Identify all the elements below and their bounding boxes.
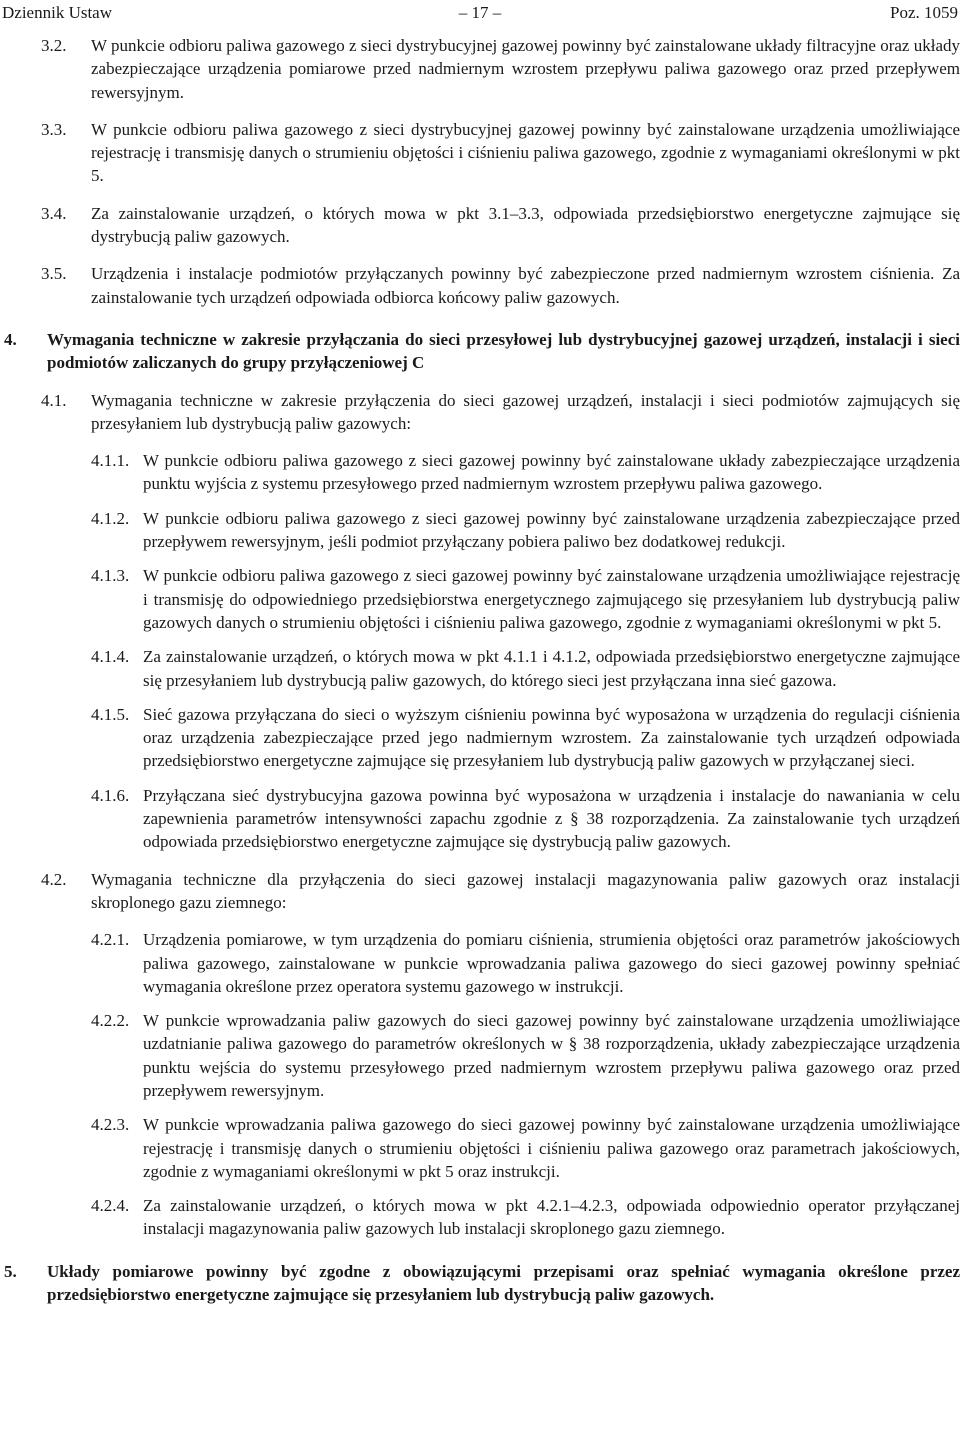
paragraph-text: Za zainstalowanie urządzeń, o których mowa w pkt 4.1.1 i 4.1.2, odpowiada przedsiębiorstwo energetyczne zajmujące się przesyłaniem lub dystrybucją paliw gazowych, do którego sieci jest przyłączana inna sieć gazowa.: [143, 647, 960, 690]
paragraph-text: Za zainstalowanie urządzeń, o których mowa w pkt 3.1–3.3, odpowiada przedsiębiorstwo energetyczne zajmujące się dystrybucją paliw gazowych.: [91, 203, 960, 247]
paragraph-text: W punkcie wprowadzania paliwa gazowego do sieci gazowej powinny być zainstalowane urządzenia umożliwiające rejestrację i transmisję danych o strumieniu objętości i ciśnieniu paliwa gazowego oraz parametrach jakościowych, zgodnie z wymaganiami określonymi w pkt 5 oraz instrukcji.: [143, 1115, 960, 1181]
paragraph-number: 3.5.: [41, 264, 67, 284]
paragraph-number: 4.1.4.: [91, 647, 130, 667]
section-title: Wymagania techniczne w zakresie przyłączania do sieci przesyłowej lub dystrybucyjnej gazowej urządzeń, instalacji i sieci podmiotów zaliczanych do grupy przyłączeniowej C: [47, 329, 960, 373]
paragraph-text: Wymagania techniczne dla przyłączenia do sieci gazowej instalacji magazynowania paliw gazowych oraz instalacji skroplonego gazu ziemnego:: [91, 869, 960, 912]
position-number: Poz. 1059: [890, 3, 958, 22]
paragraph-4-1-5: [0, 703, 960, 773]
paragraph-number: 4.1.1.: [91, 451, 130, 471]
paragraph-text: Sieć gazowa przyłączana do sieci o wyższym ciśnieniu powinna być wyposażona w urządzenia do regulacji ciśnienia oraz urządzenia zabezpieczające przed jego nadmiernym wzrostem. Za zainstalowanie tych urządzeń odpowiada przedsiębiorstwo energetyczne zajmujące się przesyłaniem lub dystrybucją paliw gazowych w przyłączanej sieci.: [143, 704, 960, 771]
paragraph-text: Przyłączana sieć dystrybucyjna gazowa powinna być wyposażona w urządzenia i instalacje do nawaniania w celu zapewnienia parametrów intensywności zapachu zgodnie z § 38 rozporządzenia. Za zainstalowanie tych urządzeń odpowiada przedsiębiorstwo energetyczne zajmujące się dystrybucją paliw gazowych.: [143, 785, 960, 852]
paragraph-text: Urządzenia i instalacje podmiotów przyłączanych powinny być zabezpieczone przed nadmiernym wzrostem ciśnienia. Za zainstalowanie tych urządzeń odpowiada odbiorca końcowy paliw gazowych.: [91, 264, 960, 307]
paragraph-4-2: [0, 868, 960, 915]
paragraph-number: 4.1.3.: [91, 566, 130, 586]
paragraph-4-1-4: [0, 645, 960, 692]
paragraph-4-2-4: [0, 1194, 960, 1241]
paragraph-number: 4.2.2.: [91, 1011, 130, 1031]
paragraph-3-5: [0, 262, 960, 309]
paragraph-4-1-3: [0, 564, 960, 634]
paragraph-text: W punkcie odbioru paliwa gazowego z sieci gazowej powinny być zainstalowane urządzenia zabezpieczające przed przepływem rewersyjnym, jeśli podmiot przyłączany pobiera paliwo bez dodatkowej redukcji.: [143, 508, 960, 552]
paragraph-text: Za zainstalowanie urządzeń, o których mowa w pkt 4.2.1–4.2.3, odpowiada odpowiednio operator przyłączanej instalacji magazynowania paliw gazowych lub instalacji skroplonego gazu ziemnego.: [143, 1196, 960, 1239]
paragraph-3-2: [0, 34, 960, 104]
paragraph-number: 3.3.: [41, 119, 67, 139]
paragraph-4-2-1: [0, 928, 960, 998]
paragraph-4-2-2: [0, 1009, 960, 1102]
paragraph-4-2-3: [0, 1113, 960, 1183]
section-number: 5.: [4, 1261, 17, 1281]
paragraph-4-1-1: [0, 449, 960, 496]
paragraph-number: 4.2.: [41, 869, 67, 889]
section-heading-5: [0, 1260, 960, 1307]
paragraph-text: Urządzenia pomiarowe, w tym urządzenia do pomiaru ciśnienia, strumienia objętości oraz parametrów jakościowych paliwa gazowego, zainstalowane w punkcie wprowadzania paliwa gazowego do sieci gazowej powinny spełniać wymagania określone przez operatora systemu gazowego w instrukcji.: [143, 930, 960, 996]
paragraph-text: W punkcie wprowadzania paliw gazowych do sieci gazowej powinny być zainstalowane urządzenia umożliwiające uzdatnianie paliwa gazowego do parametrów określonych w § 38 rozporządzenia, układy zabezpieczające urządzenia punktu wejścia do systemu przesyłowego przed nadmiernym wzrostem przepływu paliwa gazowego oraz przed przepływem rewersyjnym.: [143, 1011, 960, 1100]
paragraph-text: W punkcie odbioru paliwa gazowego z sieci gazowej powinny być zainstalowane układy zabezpieczające urządzenia punktu wyjścia z systemu przesyłowego przed nadmiernym wzrostem przepływu paliwa gazowego.: [143, 451, 960, 494]
paragraph-3-3: [0, 118, 960, 188]
paragraph-number: 4.2.1.: [91, 930, 130, 950]
section-title: Układy pomiarowe powinny być zgodne z obowiązującymi przepisami oraz spełniać wymagania określone przez przedsiębiorstwo energetyczne zajmujące się przesyłaniem lub dystrybucją paliw gazowych.: [47, 1261, 960, 1305]
page-header: [0, 0, 960, 26]
page-number: – 17 –: [458, 3, 502, 22]
paragraph-4-1-2: [0, 507, 960, 554]
paragraph-text: W punkcie odbioru paliwa gazowego z sieci gazowej powinny być zainstalowane urządzenia umożliwiające rejestrację i transmisję do odpowiedniego przedsiębiorstwa energetycznego zajmującego się przesyłaniem lub dystrybucją paliw gazowych danych o strumieniu objętości i ciśnieniu paliwa gazowego, zgodnie z wymaganiami określonymi w pkt 5.: [143, 566, 960, 632]
document-body: [0, 34, 960, 1306]
paragraph-number: 4.1.: [41, 390, 67, 410]
section-heading-4: [0, 328, 960, 375]
paragraph-number: 4.1.6.: [91, 785, 130, 805]
paragraph-number: 3.4.: [41, 203, 67, 223]
paragraph-number: 4.1.2.: [91, 508, 130, 528]
paragraph-4-1-6: [0, 784, 960, 854]
journal-title: Dziennik Ustaw: [2, 3, 113, 22]
paragraph-text: W punkcie odbioru paliwa gazowego z sieci dystrybucyjnej gazowej powinny być zainstalowane urządzenia umożliwiające rejestrację i transmisję danych o strumieniu objętości i ciśnieniu paliwa gazowego, zgodnie z wymaganiami określonymi w pkt 5.: [91, 119, 960, 186]
paragraph-number: 4.2.3.: [91, 1115, 130, 1135]
paragraph-number: 4.2.4.: [91, 1196, 130, 1216]
paragraph-4-1: [0, 389, 960, 436]
section-number: 4.: [4, 329, 17, 349]
paragraph-number: 3.2.: [41, 36, 67, 55]
paragraph-text: Wymagania techniczne w zakresie przyłączenia do sieci gazowej urządzeń, instalacji i sieci podmiotów zajmujących się przesyłaniem lub dystrybucją paliw gazowych:: [91, 390, 960, 433]
paragraph-text: W punkcie odbioru paliwa gazowego z sieci dystrybucyjnej gazowej powinny być zainstalowane układy filtracyjne oraz układy zabezpieczające urządzenia pomiarowe przed nadmiernym wzrostem przepływu paliwa gazowego oraz przed przepływem rewersyjnym.: [91, 36, 960, 102]
paragraph-number: 4.1.5.: [91, 704, 130, 724]
paragraph-3-4: [0, 202, 960, 249]
